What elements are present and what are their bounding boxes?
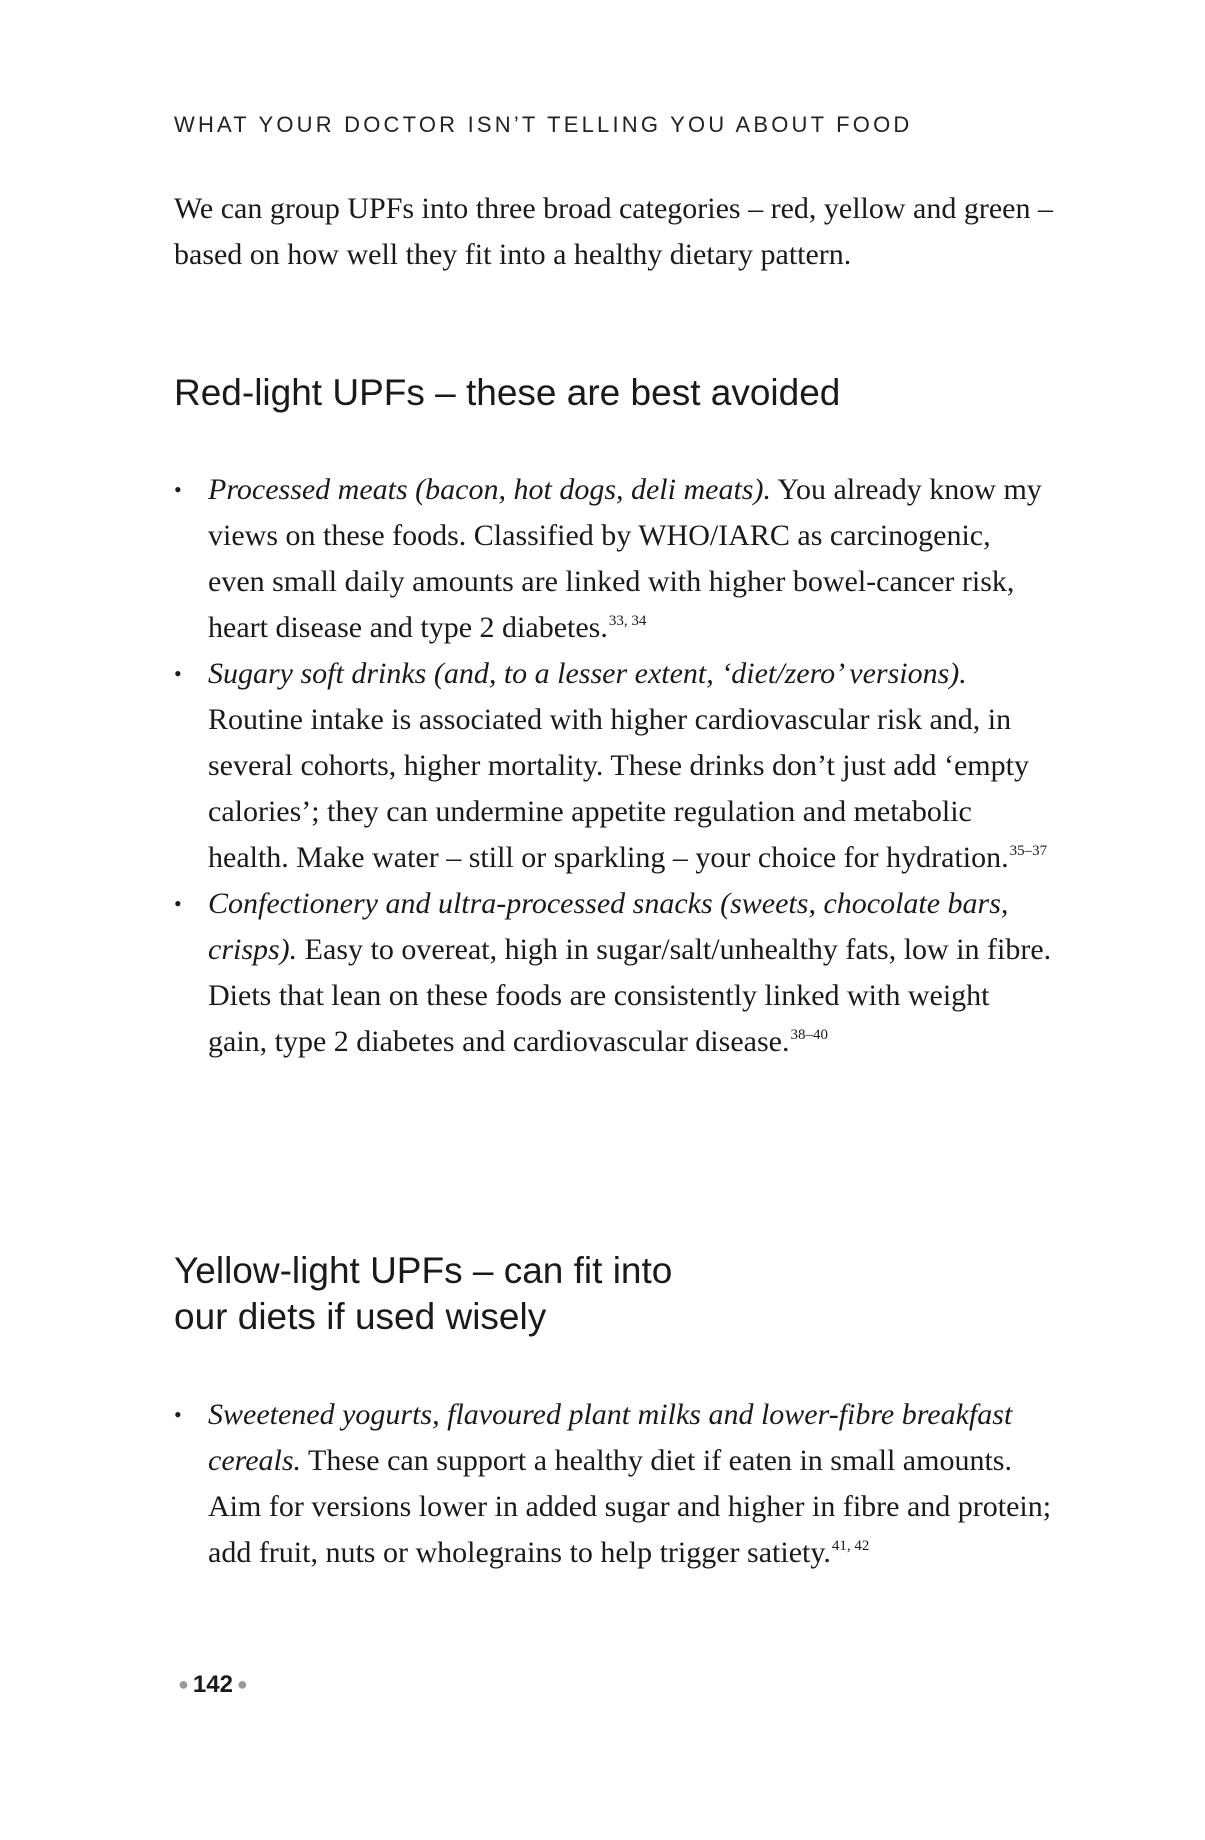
item-lead: Processed meats (bacon, hot dogs, deli meats).	[208, 473, 771, 506]
list-item	[174, 1392, 1054, 1576]
running-head: WHAT YOUR DOCTOR ISN’T TELLING YOU ABOUT FOOD	[174, 112, 913, 137]
list-item	[174, 881, 1054, 1065]
citation-ref: 33, 34	[608, 613, 647, 629]
section-heading-yellow-light	[174, 1248, 672, 1340]
item-lead: Confectionery and ultra-processed snacks (sweets, chocolate bars, crisps).	[208, 887, 1009, 966]
intro-paragraph: We can group UPFs into three broad categories – red, yellow and green – based on how well they fit into a healthy dietary pattern.	[174, 192, 1053, 271]
heading-line: our diets if used wisely	[174, 1296, 547, 1337]
item-text: You already know my views on these foods. Classified by WHO/IARC as carcinogenic, even small daily amounts are linked with higher bowel-cancer risk, heart disease and type 2 diabetes.	[208, 473, 1042, 644]
page-number	[174, 1671, 252, 1699]
folio-dot-icon: ●	[178, 1674, 189, 1694]
page-number-text: 142	[192, 1671, 233, 1698]
red-light-list	[174, 467, 1054, 1065]
yellow-light-list	[174, 1392, 1054, 1576]
item-lead: Sweetened yogurts, flavoured plant milks and lower-fibre breakfast cereals.	[208, 1398, 1013, 1477]
citation-ref: 38–40	[790, 1027, 828, 1043]
citation-ref: 35–37	[1009, 843, 1048, 859]
item-text: These can support a healthy diet if eaten in small amounts. Aim for versions lower in added sugar and higher in fibre and protein; add fruit, nuts or wholegrains to help trigger satiety.	[208, 1444, 1052, 1569]
item-text: Easy to overeat, high in sugar/salt/unhealthy fats, low in fibre. Diets that lean on these foods are consistently linked with weight gain, type 2 diabetes and cardiovascular disease.	[208, 933, 1052, 1058]
item-lead: Sugary soft drinks (and, to a lesser extent, ‘diet/zero’ versions).	[208, 657, 967, 690]
list-item	[174, 467, 1054, 651]
folio-dot-icon: ●	[236, 1674, 248, 1694]
item-text: Routine intake is associated with higher cardiovascular risk and, in several cohorts, higher mortality. These drinks don’t just add ‘empty calories’; they can undermine appetite regulation and metabolic health. Make water – still or sparkling – your choice for hydration.	[208, 703, 1029, 874]
list-item	[174, 651, 1054, 881]
section-heading-red-light: Red-light UPFs – these are best avoided	[174, 372, 841, 413]
heading-line: Yellow-light UPFs – can fit into	[174, 1250, 673, 1291]
citation-ref: 41, 42	[831, 1538, 870, 1554]
